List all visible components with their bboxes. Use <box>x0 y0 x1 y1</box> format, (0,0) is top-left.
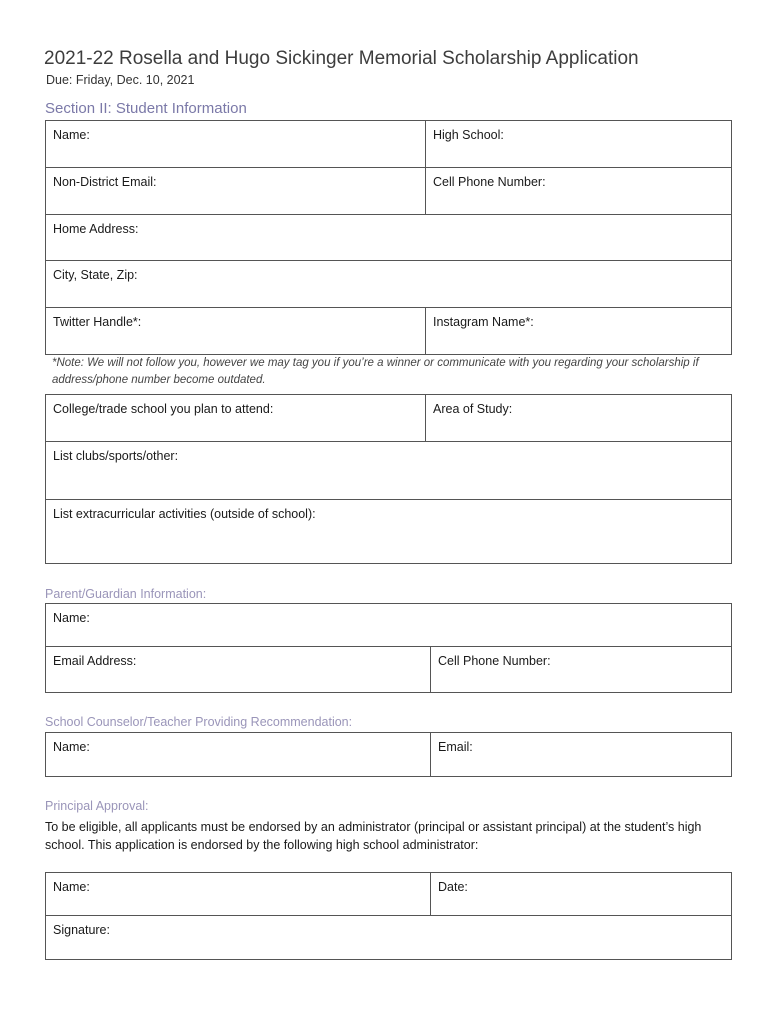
principal-section-heading: Principal Approval: <box>45 799 149 813</box>
home-address-field[interactable]: Home Address: <box>46 215 732 261</box>
approval-date-field[interactable]: Date: <box>431 873 732 916</box>
due-date: Due: Friday, Dec. 10, 2021 <box>46 73 195 87</box>
student-cell-field[interactable]: Cell Phone Number: <box>426 168 732 215</box>
counselor-email-field[interactable]: Email: <box>431 733 732 777</box>
signature-field[interactable]: Signature: <box>46 916 732 960</box>
high-school-field[interactable]: High School: <box>426 121 732 168</box>
student-name-field[interactable]: Name: <box>46 121 426 168</box>
extracurricular-field[interactable]: List extracurricular activities (outside of school): <box>46 500 732 564</box>
page-title: 2021-22 Rosella and Hugo Sickinger Memorial Scholarship Application <box>44 48 639 69</box>
counselor-info-table <box>45 732 732 777</box>
parent-cell-field[interactable]: Cell Phone Number: <box>431 647 732 693</box>
college-plan-field[interactable]: College/trade school you plan to attend: <box>46 395 426 442</box>
student-section-heading: Section II: Student Information <box>45 100 247 117</box>
social-media-note: *Note: We will not follow you, however we may tag you if you’re a winner or communicate with you regarding your scholarship if address/phone number become outdated. <box>52 357 699 386</box>
instagram-name-field[interactable]: Instagram Name*: <box>426 308 732 355</box>
counselor-name-field[interactable]: Name: <box>46 733 431 777</box>
non-district-email-field[interactable]: Non-District Email: <box>46 168 426 215</box>
principal-name-field[interactable]: Name: <box>46 873 431 916</box>
student-info-table <box>45 120 732 355</box>
twitter-handle-field[interactable]: Twitter Handle*: <box>46 308 426 355</box>
principal-endorsement-text: To be eligible, all applicants must be endorsed by an administrator (principal or assistant principal) at the student’s high school. This application is endorsed by the following high school administrator: <box>45 820 702 852</box>
counselor-section-heading: School Counselor/Teacher Providing Recommendation: <box>45 715 353 729</box>
parent-section-heading: Parent/Guardian Information: <box>45 587 207 601</box>
area-of-study-field[interactable]: Area of Study: <box>426 395 732 442</box>
city-state-zip-field[interactable]: City, State, Zip: <box>46 261 732 308</box>
parent-email-field[interactable]: Email Address: <box>46 647 431 693</box>
education-table <box>45 394 732 564</box>
parent-info-table <box>45 603 732 693</box>
clubs-sports-field[interactable]: List clubs/sports/other: <box>46 442 732 500</box>
principal-approval-table <box>45 872 732 960</box>
parent-name-field[interactable]: Name: <box>46 604 732 647</box>
